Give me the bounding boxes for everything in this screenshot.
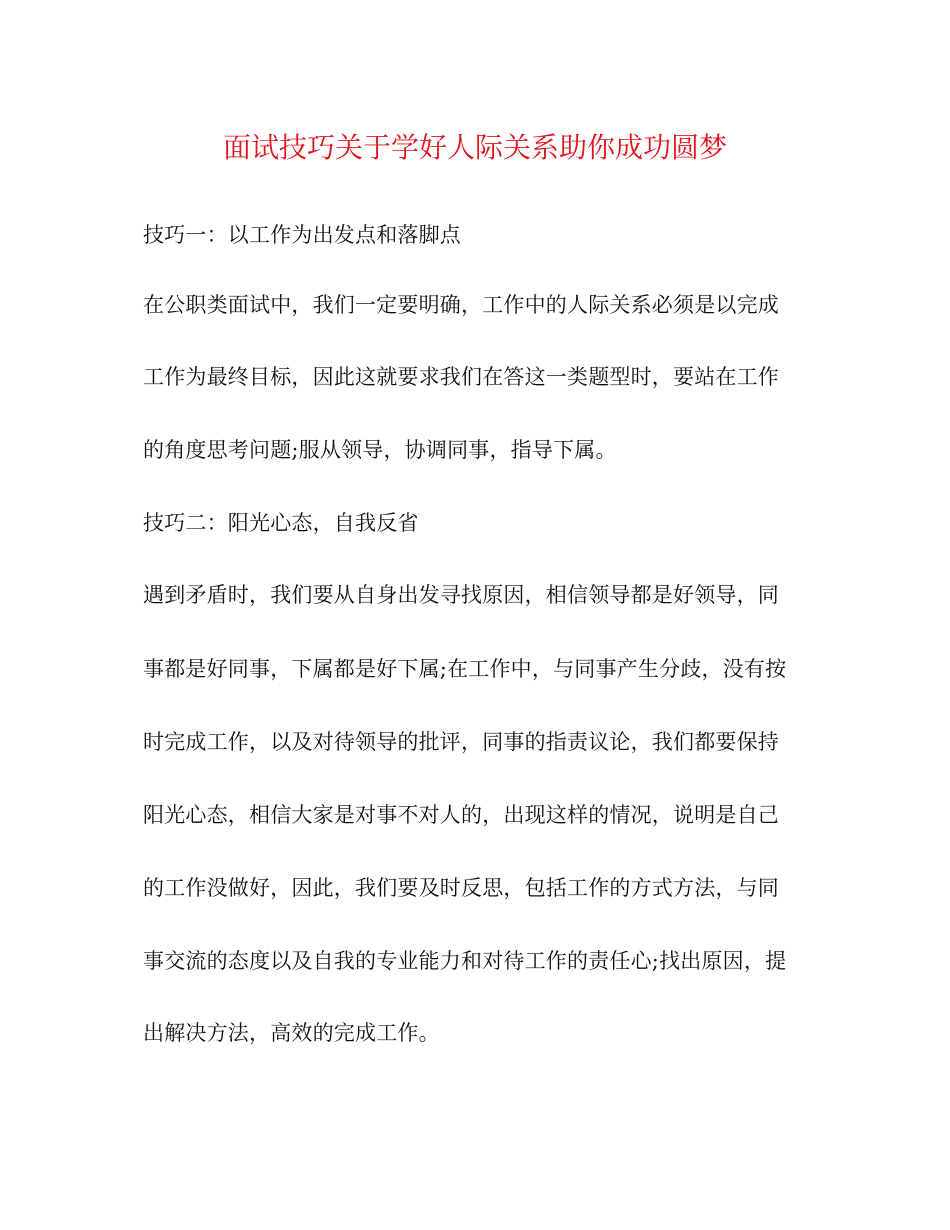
paragraph-line: 工作为最终目标，因此这就要求我们在答这一类题型时，要站在工作 [143,365,779,389]
paragraph-line: 阳光心态，相信大家是对事不对人的，出现这样的情况，说明是自己 [143,803,779,827]
paragraph-line: 事交流的态度以及自我的专业能力和对待工作的责任心;找出原因，提 [143,949,787,973]
paragraph-line: 事都是好同事，下属都是好下属;在工作中，与同事产生分歧，没有按 [143,657,787,681]
paragraph-line: 的工作没做好，因此，我们要及时反思，包括工作的方式方法，与同 [143,876,779,900]
paragraph-line: 在公职类面试中，我们一定要明确，工作中的人际关系必须是以完成 [143,293,779,317]
section-heading-2: 技巧二：阳光心态，自我反省 [143,511,419,535]
paragraph-line: 时完成工作，以及对待领导的批评，同事的指责议论，我们都要保持 [143,730,779,754]
paragraph-line: 的角度思考问题;服从领导，协调同事，指导下属。 [143,438,617,462]
paragraph-line: 出解决方法，高效的完成工作。 [143,1021,440,1045]
paragraph-line: 遇到矛盾时，我们要从自身出发寻找原因，相信领导都是好领导，同 [143,583,779,607]
page-title: 面试技巧关于学好人际关系助你成功圆梦 [222,131,727,164]
section-heading-1: 技巧一：以工作为出发点和落脚点 [143,223,461,247]
